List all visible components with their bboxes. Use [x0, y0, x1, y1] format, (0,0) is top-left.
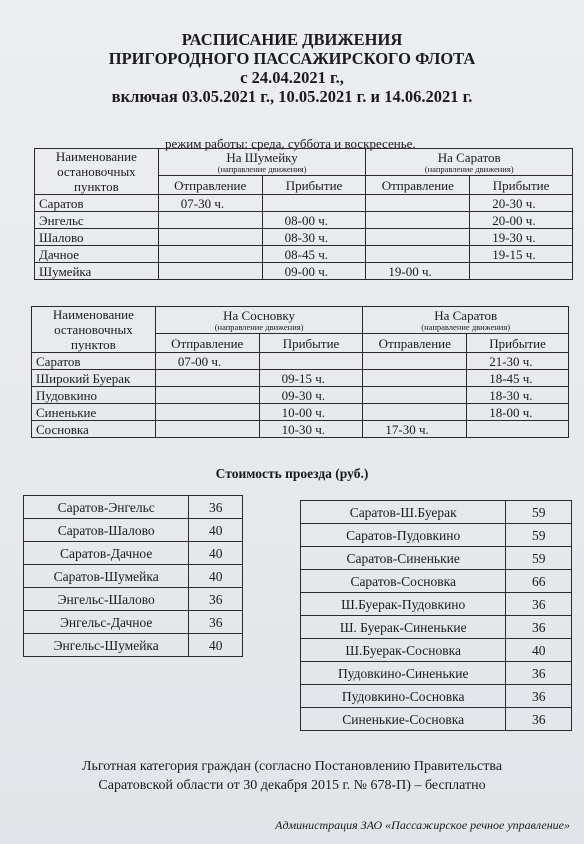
route-name: Саратов-Синенькие [301, 547, 506, 570]
table-row [24, 496, 243, 519]
table-row [24, 588, 243, 611]
table-row [35, 263, 573, 280]
table-row [301, 524, 572, 547]
stop-name: Дачное [35, 246, 159, 263]
direction-b-label: На Саратов [434, 308, 498, 324]
stops-header-cell [32, 307, 156, 353]
route-name: Саратов-Шалово [24, 519, 189, 542]
title-line-2: ПРИГОРОДНОГО ПАССАЖИРСКОГО ФЛОТА [108, 49, 476, 68]
arr-time-a: 08-00 ч. [262, 212, 366, 229]
arr-time-b: 18-30 ч. [467, 387, 569, 404]
dep-time-a [155, 421, 259, 438]
stop-name: Саратов [35, 195, 159, 212]
arr-time-a: 09-30 ч. [259, 387, 363, 404]
table-row [24, 565, 243, 588]
route-price: 36 [189, 496, 243, 519]
route-name: Саратов-Энгельс [24, 496, 189, 519]
dep-time-a: 07-30 ч. [158, 195, 262, 212]
arr-time-a [262, 195, 366, 212]
departure-header: Отправление [158, 176, 262, 195]
stops-header-line-3: пунктов [71, 337, 116, 352]
route-name: Саратов-Дачное [24, 542, 189, 565]
dep-time-b: 17-30 ч. [363, 421, 467, 438]
dep-time-b [366, 229, 470, 246]
benefit-note-line-2: Саратовской области от 30 декабря 2015 г. № 678-П) – бесплатно [98, 778, 486, 793]
table-row [24, 519, 243, 542]
stops-header-cell [35, 149, 159, 195]
dep-time-b: 19-00 ч. [366, 263, 470, 280]
route-price: 36 [506, 662, 572, 685]
table-row [32, 404, 569, 421]
arr-time-b: 20-30 ч. [470, 195, 573, 212]
dep-time-b [363, 387, 467, 404]
title-line-3: с 24.04.2021 г., [240, 68, 344, 87]
price-table-left [23, 495, 243, 657]
dep-time-a [155, 404, 259, 421]
route-price: 40 [506, 639, 572, 662]
route-name: Энгельс-Шалово [24, 588, 189, 611]
stops-header-line-3: пунктов [74, 179, 119, 194]
direction-b-label: На Саратов [437, 150, 501, 166]
direction-b-note: (направление движения) [421, 322, 511, 333]
benefit-note [0, 757, 584, 795]
price-table-right [300, 500, 572, 731]
table-row [301, 708, 572, 731]
route-name: Синенькие-Сосновка [301, 708, 506, 731]
table-row [301, 685, 572, 708]
table-row [24, 611, 243, 634]
route-price: 36 [189, 611, 243, 634]
dep-time-a [158, 212, 262, 229]
arrival-header: Прибытие [467, 334, 569, 353]
table-row [32, 421, 569, 438]
schedule-table-shumeyka [34, 148, 573, 280]
route-name: Ш. Буерак-Синенькие [301, 616, 506, 639]
stops-header-line-1: Наименование [52, 307, 134, 322]
route-price: 59 [506, 524, 572, 547]
route-price: 36 [506, 685, 572, 708]
arr-time-b [467, 421, 569, 438]
table-row [301, 570, 572, 593]
table-row [35, 212, 573, 229]
dep-time-b [363, 370, 467, 387]
page-title [0, 30, 584, 106]
dep-time-a: 07-00 ч. [155, 353, 259, 370]
arrival-header: Прибытие [470, 176, 573, 195]
stop-name: Синенькие [32, 404, 156, 421]
stop-name: Саратов [32, 353, 156, 370]
table-row [24, 542, 243, 565]
dep-time-a [158, 263, 262, 280]
table-row [35, 195, 573, 212]
route-price: 36 [506, 708, 572, 731]
route-name: Пудовкино-Синенькие [301, 662, 506, 685]
arrival-header: Прибытие [262, 176, 366, 195]
route-price: 59 [506, 501, 572, 524]
table-row [24, 634, 243, 657]
stop-name: Сосновка [32, 421, 156, 438]
arr-time-b [470, 263, 573, 280]
stop-name: Пудовкино [32, 387, 156, 404]
route-price: 40 [189, 542, 243, 565]
route-price: 40 [189, 519, 243, 542]
route-name: Саратов-Ш.Буерак [301, 501, 506, 524]
route-price: 40 [189, 565, 243, 588]
arr-time-b: 18-00 ч. [467, 404, 569, 421]
stop-name: Шалово [35, 229, 159, 246]
direction-a-label: На Шумейку [226, 150, 298, 166]
departure-header: Отправление [363, 334, 467, 353]
arr-time-b: 19-15 ч. [470, 246, 573, 263]
arr-time-a: 09-15 ч. [259, 370, 363, 387]
dep-time-a [155, 387, 259, 404]
arr-time-a [259, 353, 363, 370]
arr-time-b: 18-45 ч. [467, 370, 569, 387]
administration-signature: Администрация ЗАО «Пассажирское речное управление» [275, 818, 570, 832]
schedule-table-sosnovka [31, 306, 569, 438]
direction-header-b [363, 307, 569, 334]
arr-time-b: 20-00 ч. [470, 212, 573, 229]
table-row [301, 547, 572, 570]
dep-time-a [158, 246, 262, 263]
departure-header: Отправление [366, 176, 470, 195]
dep-time-b [366, 246, 470, 263]
dep-time-a [155, 370, 259, 387]
route-price: 36 [189, 588, 243, 611]
direction-a-note: (направление движения) [217, 164, 307, 175]
table-row [301, 662, 572, 685]
route-name: Саратов-Пудовкино [301, 524, 506, 547]
dep-time-b [366, 212, 470, 229]
title-line-4: включая 03.05.2021 г., 10.05.2021 г. и 14.06.2021 г. [111, 87, 473, 106]
departure-header: Отправление [155, 334, 259, 353]
direction-header-a [158, 149, 366, 176]
dep-time-a [158, 229, 262, 246]
table-row [32, 387, 569, 404]
stops-header-line-1: Наименование [55, 149, 137, 164]
route-name: Ш.Буерак-Пудовкино [301, 593, 506, 616]
table-row [301, 501, 572, 524]
route-price: 36 [506, 616, 572, 639]
title-line-1: РАСПИСАНИЕ ДВИЖЕНИЯ [181, 30, 403, 49]
route-price: 59 [506, 547, 572, 570]
table-row [301, 639, 572, 662]
route-name: Энгельс-Дачное [24, 611, 189, 634]
arr-time-a: 08-30 ч. [262, 229, 366, 246]
stop-name: Шумейка [35, 263, 159, 280]
arrival-header: Прибытие [259, 334, 363, 353]
stop-name: Энгельс [35, 212, 159, 229]
arr-time-b: 21-30 ч. [467, 353, 569, 370]
direction-b-note: (направление движения) [424, 164, 514, 175]
route-name: Пудовкино-Сосновка [301, 685, 506, 708]
direction-a-note: (направление движения) [214, 322, 304, 333]
route-price: 66 [506, 570, 572, 593]
route-name: Саратов-Шумейка [24, 565, 189, 588]
route-price: 40 [189, 634, 243, 657]
route-name: Энгельс-Шумейка [24, 634, 189, 657]
dep-time-b [366, 195, 470, 212]
table-row [35, 246, 573, 263]
table-row [301, 616, 572, 639]
benefit-note-line-1: Льготная категория граждан (согласно Постановлению Правительства [81, 759, 503, 774]
direction-header-a [155, 307, 363, 334]
table-row [32, 353, 569, 370]
arr-time-a: 10-00 ч. [259, 404, 363, 421]
operating-mode-text: режим работы: среда, суббота и воскресенье. [165, 136, 416, 151]
arr-time-a: 10-30 ч. [259, 421, 363, 438]
arr-time-b: 19-30 ч. [470, 229, 573, 246]
table-row [301, 593, 572, 616]
table-row [35, 229, 573, 246]
stop-name: Широкий Буерак [32, 370, 156, 387]
dep-time-b [363, 353, 467, 370]
stops-header-line-2: остановочных [54, 322, 133, 337]
cost-title: Стоимость проезда (руб.) [215, 466, 369, 481]
dep-time-b [363, 404, 467, 421]
stops-header-line-2: остановочных [57, 164, 136, 179]
arr-time-a: 09-00 ч. [262, 263, 366, 280]
route-name: Саратов-Сосновка [301, 570, 506, 593]
arr-time-a: 08-45 ч. [262, 246, 366, 263]
table-row [32, 370, 569, 387]
direction-a-label: На Сосновку [223, 308, 296, 324]
route-price: 36 [506, 593, 572, 616]
direction-header-b [366, 149, 573, 176]
route-name: Ш.Буерак-Сосновка [301, 639, 506, 662]
